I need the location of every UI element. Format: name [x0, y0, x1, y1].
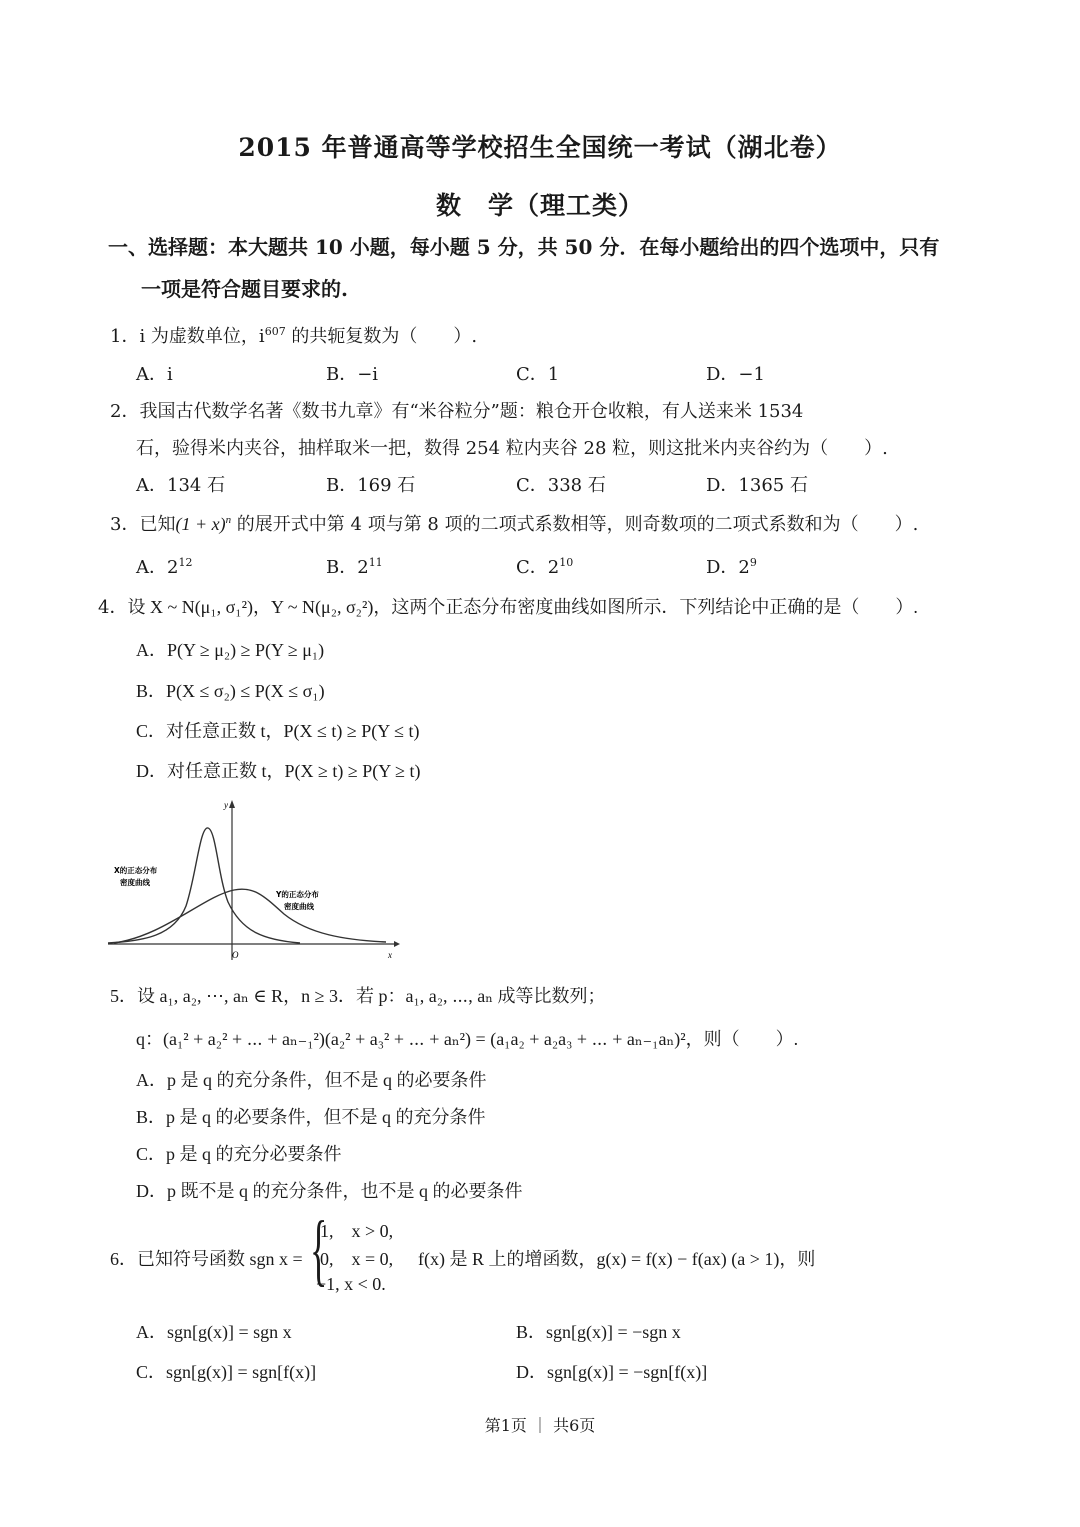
q5-option-b: B．p 是 q 的必要条件，但不是 q 的充分条件 [136, 1107, 486, 1127]
q3-option-b [326, 553, 383, 579]
y-axis-arrow [229, 800, 235, 808]
q3-option-b-label: B．2 [326, 557, 369, 578]
q3-option-c [516, 553, 573, 579]
q1-option-d: D．−1 [706, 364, 765, 385]
question-5-line2: q：(a₁² + a₂² + ⋯ + aₙ₋₁²)(a₂² + a₃² + ⋯ + aₙ²) = (a₁a₂ + a₂a₃ + ⋯ + aₙ₋₁aₙ)²，则（ ）. [136, 1029, 799, 1049]
question-6-text-b: f(x) 是 R 上的增函数，g(x) = f(x) − f(ax) (a > 1)，则 [418, 1249, 816, 1269]
q3-option-b-exponent: 11 [368, 556, 383, 569]
exam-title: 2015 年普通高等学校招生全国统一考试（湖北卷） [238, 133, 842, 162]
question-6-text-a: 已知符号函数 sgn x = [137, 1249, 303, 1269]
q1-option-c: C．1 [516, 364, 560, 385]
q6-option-c: C．sgn[g(x)] = sgn[f(x)] [136, 1362, 317, 1382]
q1-option-b: B．−i [326, 364, 379, 385]
question-5-number: 5． [110, 986, 137, 1006]
q2-option-d: D．1365 石 [706, 475, 808, 496]
question-6 [110, 1245, 303, 1271]
question-3 [110, 510, 918, 536]
question-2-line1: 我国古代数学名著《数书九章》有“米谷粒分”题：粮仓开仓收粮，有人送来米 1534 [139, 401, 804, 422]
piecewise-case-2: 0, x = 0, [320, 1249, 394, 1269]
figure-y-curve-label-2: 密度曲线 [284, 902, 314, 911]
question-3-exponent: n [225, 514, 232, 526]
question-4-text: 设 X ~ N(μ₁, σ₁²)，Y ~ N(μ₂, σ₂²)，这两个正态分布密度曲线如图所示．下列结论中正确的是（ ）. [127, 597, 918, 617]
q3-option-a-label: A．2 [136, 557, 179, 578]
q3-option-c-label: C．2 [516, 557, 560, 578]
figure-origin-label: O [232, 950, 239, 960]
x-axis-arrow [394, 941, 400, 947]
question-1 [110, 322, 477, 348]
q6-option-b: B．sgn[g(x)] = −sgn x [516, 1322, 681, 1342]
q3-option-a-exponent: 12 [178, 556, 193, 569]
figure-x-curve-label-1: X的正态分布 [114, 866, 158, 875]
figure-y-curve-label-1: Y的正态分布 [276, 890, 319, 899]
question-6-number: 6． [110, 1249, 137, 1269]
section-heading [108, 226, 1008, 310]
q3-option-c-exponent: 10 [559, 556, 574, 569]
question-5-line1: 设 a₁, a₂, ⋯, aₙ ∈ R，n ≥ 3．若 p：a₁, a₂, ⋯, aₙ 成等比数列； [137, 986, 606, 1006]
figure-x-label: x [388, 950, 392, 960]
q3-option-d-exponent: 9 [749, 556, 757, 569]
question-3-text-b: 的展开式中第 4 项与第 8 项的二项式系数相等，则奇数项的二项式系数和为（ ）. [231, 514, 919, 535]
q3-option-d [706, 553, 757, 579]
question-3-number: 3． [110, 514, 140, 535]
piecewise-case-1: 1, x > 0, [320, 1221, 394, 1241]
q2-option-a: A．134 石 [136, 475, 226, 496]
question-4 [98, 593, 918, 619]
question-3-expression: (1 + x) [175, 514, 226, 534]
question-5 [110, 982, 606, 1008]
q5-option-d: D．p 既不是 q 的充分条件，也不是 q 的必要条件 [136, 1181, 523, 1201]
question-1-exponent: 607 [264, 325, 286, 338]
question-2-number: 2． [110, 401, 140, 422]
q4-option-a: A．P(Y ≥ μ₂) ≥ P(Y ≥ μ₁) [136, 640, 325, 660]
page-footer: 第1页 ｜ 共6页 [484, 1416, 596, 1435]
question-4-number: 4． [98, 597, 128, 618]
q6-option-a: A．sgn[g(x)] = sgn x [136, 1322, 292, 1342]
question-2 [110, 397, 803, 423]
q4-option-b: B．P(X ≤ σ₂) ≤ P(X ≤ σ₁) [136, 681, 325, 701]
figure-x-curve-label-2: 密度曲线 [120, 878, 150, 887]
q4-option-c: C．对任意正数 t，P(X ≤ t) ≥ P(Y ≤ t) [136, 721, 420, 741]
normal-distribution-figure [104, 796, 400, 962]
question-1-number: 1． [110, 326, 140, 347]
question-3-text-a: 已知 [139, 514, 176, 535]
section-heading-line1: 一、选择题：本大题共 10 小题，每小题 5 分，共 50 分．在每小题给出的四个选项中，只有 [108, 235, 940, 259]
figure-y-label: y [224, 800, 228, 810]
q6-option-d: D．sgn[g(x)] = −sgn[f(x)] [516, 1362, 708, 1382]
q3-option-a [136, 553, 192, 579]
q1-option-a: A．i [136, 364, 173, 385]
piecewise-brace: { [310, 1206, 328, 1294]
q2-option-b: B．169 石 [326, 475, 416, 496]
q3-option-d-label: D．2 [706, 557, 750, 578]
section-heading-line2: 一项是符合题目要求的. [141, 277, 348, 301]
q5-option-c: C．p 是 q 的充分必要条件 [136, 1144, 342, 1164]
piecewise-case-3: −1, x < 0. [316, 1274, 386, 1294]
q2-option-c: C．338 石 [516, 475, 606, 496]
exam-subtitle: 数 学（理工类） [435, 191, 644, 220]
question-1-text-b: 的共轭复数为（ ）. [285, 326, 478, 347]
q5-option-a: A．p 是 q 的充分条件，但不是 q 的必要条件 [136, 1070, 487, 1090]
q4-option-d: D．对任意正数 t，P(X ≥ t) ≥ P(Y ≥ t) [136, 761, 421, 781]
question-2-line2: 石，验得米内夹谷，抽样取米一把，数得 254 粒内夹谷 28 粒，则这批米内夹谷约为（ ）. [136, 438, 888, 459]
question-1-text-a: i 为虚数单位，i [139, 326, 265, 347]
